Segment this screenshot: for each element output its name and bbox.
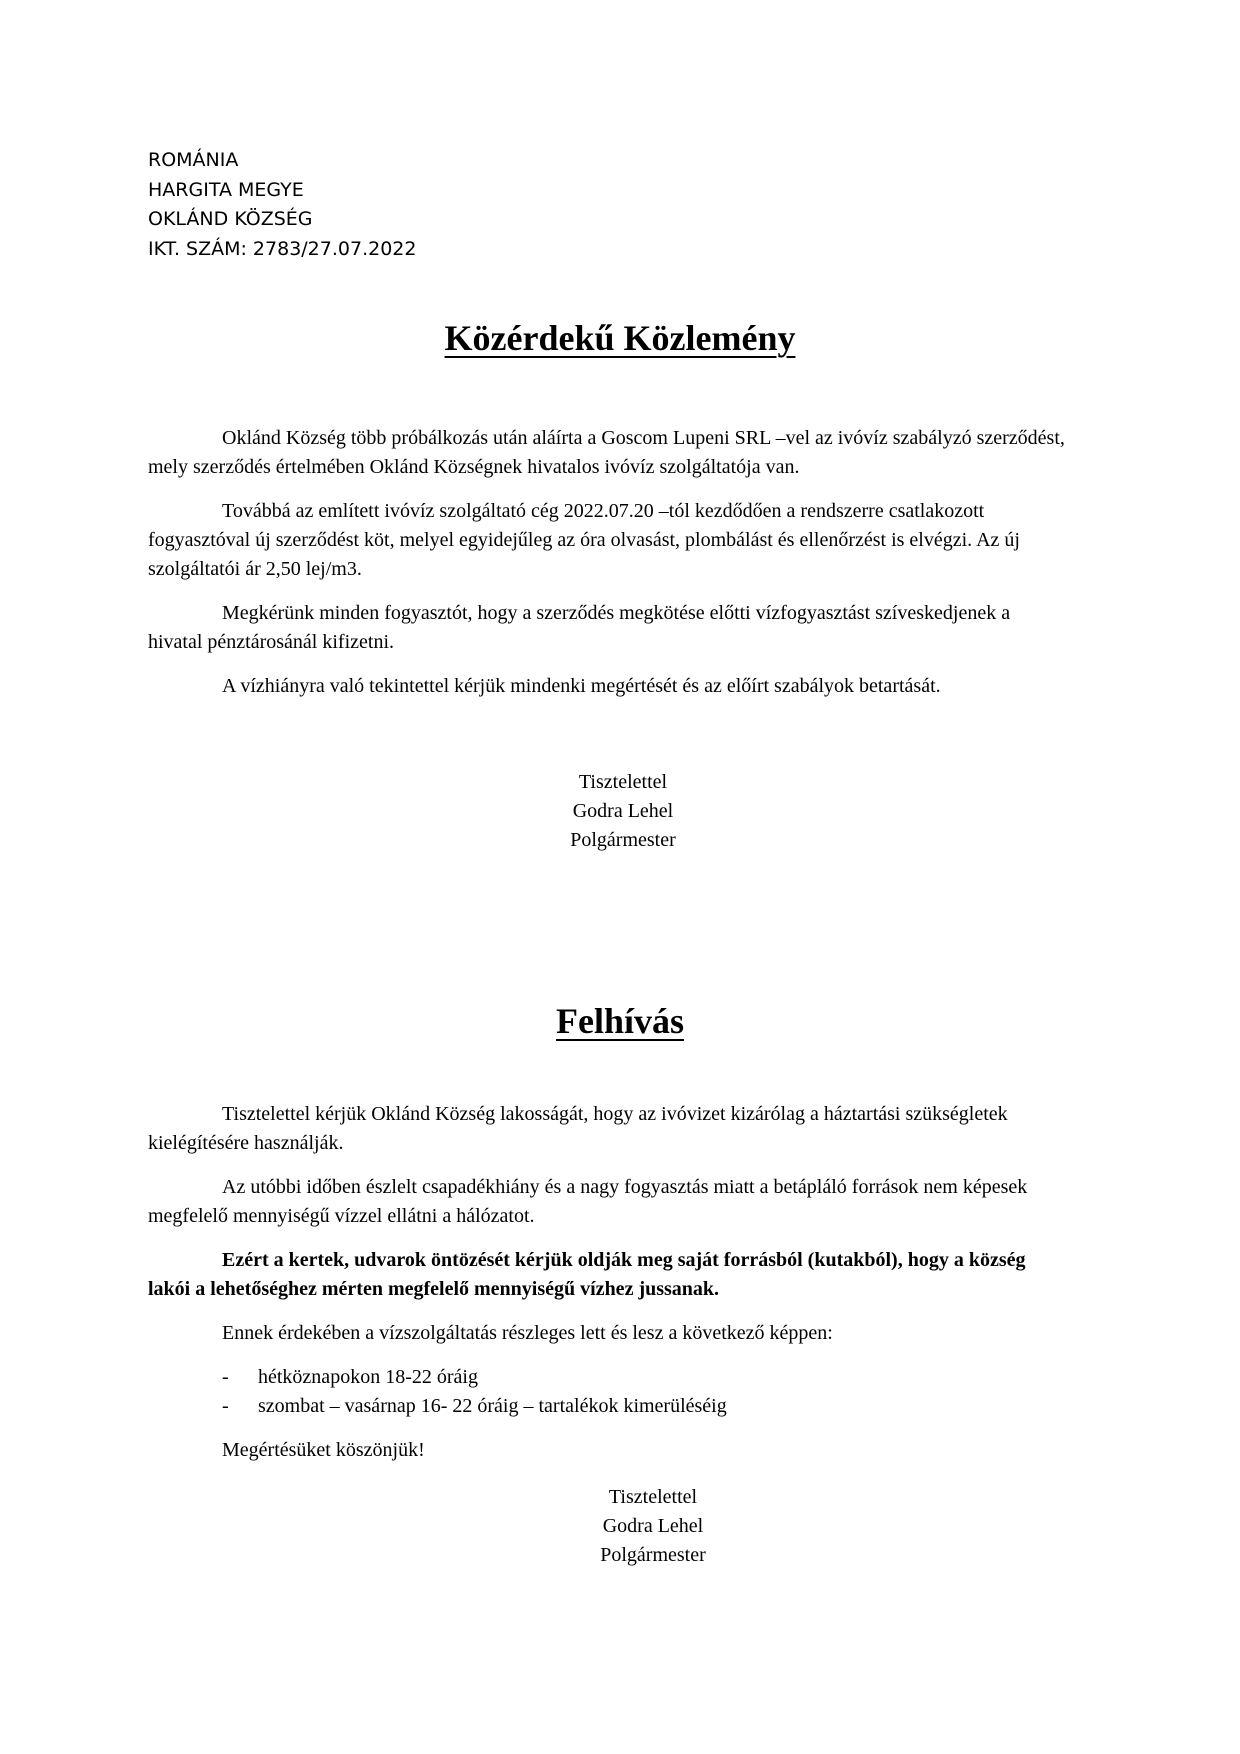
appeal-paragraph-bold: Ezért a kertek, udvarok öntözését kérjük oldják meg saját forrásból (kutakból), hogy a község lakói a lehetőséghez mérten megfelelő mennyiségű vízhez jussanak.: [148, 1249, 1026, 1300]
signature-name: Godra Lehel: [572, 800, 674, 822]
signature-role: Polgármester: [570, 829, 676, 851]
announcement-paragraph: Megkérünk minden fogyasztót, hogy a szerződés megkötése előtti vízfogyasztást szíveskedjenek a hivatal pénztárosánál kifizetni.: [148, 602, 1011, 653]
schedule-item-text: szombat – vasárnap 16- 22 óráig – tartalékok kimerüléséig: [258, 1395, 727, 1417]
signature-closing: Tisztelettel: [608, 1486, 698, 1508]
appeal-paragraph: Ennek érdekében a vízszolgáltatás részleges lett és lesz a következő képpen:: [222, 1322, 833, 1344]
appeal-signature: [533, 1483, 773, 1570]
thanks-line: Megértésüket köszönjük!: [222, 1439, 425, 1461]
appeal-body: [148, 1100, 1068, 1465]
header-commune: OKLÁND KÖZSÉG: [148, 208, 313, 230]
appeal-paragraph: Az utóbbi időben észlelt csapadékhiány és a nagy fogyasztás miatt a betápláló források nem képesek megfelelő mennyiségű vízzel ellátni a hálózatot.: [148, 1176, 1028, 1227]
announcement-paragraph: Oklánd Község több próbálkozás után aláírta a Goscom Lupeni SRL –vel az ivóvíz szabályzó szerződést, mely szerződés értelmében Oklánd Községnek hivatalos ivóvíz szolgáltatója van.: [148, 427, 1065, 478]
signature-name: Godra Lehel: [602, 1515, 704, 1537]
schedule-item-text: hétköznapokon 18-22 óráig: [258, 1366, 478, 1388]
appeal-paragraph: Tisztelettel kérjük Oklánd Község lakosságát, hogy az ivóvizet kizárólag a háztartási szükségletek kielégítésére használják.: [148, 1103, 1008, 1154]
announcement-paragraph: Továbbá az említett ivóvíz szolgáltató cég 2022.07.20 –tól kezdődően a rendszerre csatlakozott fogyasztóval új szerződést köt, melyel egyidejűleg az óra olvasást, plombálást és ellenőrzést is elvégzi. Az új szolgáltatói ár 2,50 lej/m3.: [148, 500, 1020, 580]
appeal-title: Felhívás: [555, 1001, 684, 1041]
schedule-list-item: [148, 1363, 1068, 1392]
header-country: ROMÁNIA: [148, 149, 239, 171]
schedule-list-item: [148, 1392, 1068, 1421]
document-header: [148, 146, 416, 264]
announcement-title: Közérdekű Közlemény: [444, 318, 796, 358]
header-county: HARGITA MEGYE: [148, 178, 304, 201]
header-registration-number: IKT. SZÁM: 2783/27.07.2022: [148, 237, 417, 260]
signature-closing: Tisztelettel: [578, 771, 668, 793]
announcement-signature: [503, 768, 743, 855]
schedule-list: [148, 1363, 1068, 1421]
announcement-paragraph: A vízhiányra való tekintettel kérjük mindenki megértését és az előírt szabályok betartását.: [222, 675, 941, 697]
list-dash: -: [222, 1366, 229, 1388]
signature-role: Polgármester: [600, 1544, 706, 1566]
list-dash: -: [222, 1395, 229, 1417]
announcement-body: [148, 424, 1068, 701]
